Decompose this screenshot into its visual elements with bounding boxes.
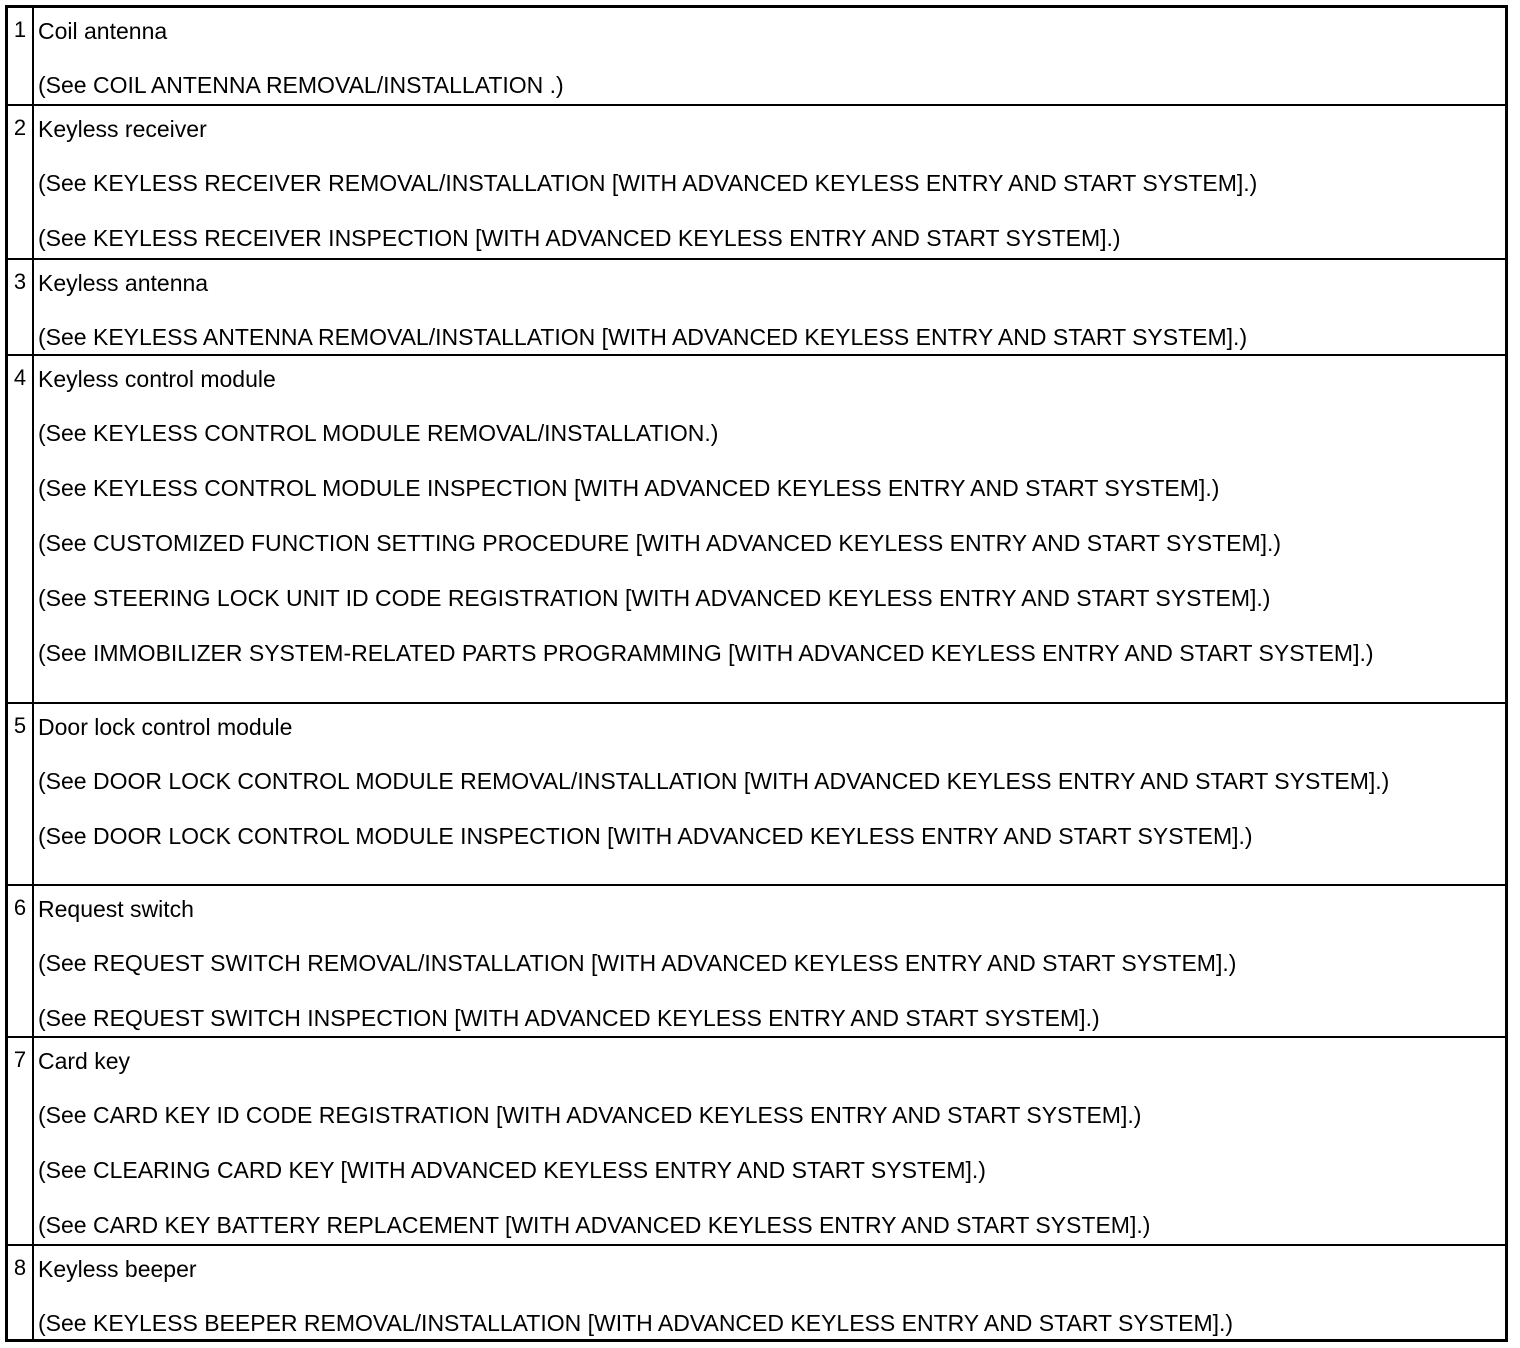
item-name: Keyless control module: [38, 366, 276, 392]
reference-link[interactable]: (See CUSTOMIZED FUNCTION SETTING PROCEDURE [WITH ADVANCED KEYLESS ENTRY AND START SYSTEM].): [38, 530, 1282, 556]
item-content: [34, 886, 1505, 1036]
reference-link[interactable]: (See DOOR LOCK CONTROL MODULE INSPECTION [WITH ADVANCED KEYLESS ENTRY AND START SYSTEM].): [38, 823, 1253, 849]
item-name: Keyless receiver: [38, 116, 207, 142]
item-number: 1: [8, 8, 34, 104]
item-name: Coil antenna: [38, 18, 168, 44]
reference-link[interactable]: (See CARD KEY BATTERY REPLACEMENT [WITH ADVANCED KEYLESS ENTRY AND START SYSTEM].): [38, 1212, 1151, 1238]
table-row: [8, 356, 1505, 704]
reference-link[interactable]: (See KEYLESS ANTENNA REMOVAL/INSTALLATION [WITH ADVANCED KEYLESS ENTRY AND START SYSTEM].): [38, 324, 1248, 350]
table-row: [8, 8, 1505, 106]
item-number: 2: [8, 106, 34, 258]
item-content: [34, 1038, 1505, 1244]
reference-link[interactable]: (See KEYLESS CONTROL MODULE REMOVAL/INSTALLATION.): [38, 420, 719, 446]
item-content: [34, 106, 1505, 258]
reference-link[interactable]: (See KEYLESS BEEPER REMOVAL/INSTALLATION [WITH ADVANCED KEYLESS ENTRY AND START SYSTEM].): [38, 1310, 1234, 1336]
table-row: [8, 886, 1505, 1038]
item-number: 4: [8, 356, 34, 702]
reference-link[interactable]: (See KEYLESS CONTROL MODULE INSPECTION [WITH ADVANCED KEYLESS ENTRY AND START SYSTEM].): [38, 475, 1220, 501]
item-number: 6: [8, 886, 34, 1036]
table-row: [8, 260, 1505, 356]
item-content: [34, 1246, 1505, 1339]
table-row: [8, 1038, 1505, 1246]
reference-link[interactable]: (See KEYLESS RECEIVER REMOVAL/INSTALLATION [WITH ADVANCED KEYLESS ENTRY AND START SYSTEM].): [38, 170, 1258, 196]
item-content: [34, 260, 1505, 354]
reference-link[interactable]: (See COIL ANTENNA REMOVAL/INSTALLATION .): [38, 72, 564, 98]
item-number: 7: [8, 1038, 34, 1244]
item-name: Door lock control module: [38, 714, 293, 740]
reference-link[interactable]: (See DOOR LOCK CONTROL MODULE REMOVAL/INSTALLATION [WITH ADVANCED KEYLESS ENTRY AND START SYSTEM].): [38, 768, 1390, 794]
item-number: 5: [8, 704, 34, 884]
reference-link[interactable]: (See CLEARING CARD KEY [WITH ADVANCED KEYLESS ENTRY AND START SYSTEM].): [38, 1157, 986, 1183]
item-name: Keyless antenna: [38, 270, 209, 296]
item-content: [34, 704, 1505, 884]
item-content: [34, 356, 1505, 702]
item-name: Card key: [38, 1048, 131, 1074]
reference-link[interactable]: (See KEYLESS RECEIVER INSPECTION [WITH ADVANCED KEYLESS ENTRY AND START SYSTEM].): [38, 225, 1121, 251]
table-row: [8, 106, 1505, 260]
reference-link[interactable]: (See CARD KEY ID CODE REGISTRATION [WITH ADVANCED KEYLESS ENTRY AND START SYSTEM].): [38, 1102, 1142, 1128]
reference-link[interactable]: (See REQUEST SWITCH INSPECTION [WITH ADVANCED KEYLESS ENTRY AND START SYSTEM].): [38, 1005, 1100, 1031]
reference-link[interactable]: (See IMMOBILIZER SYSTEM-RELATED PARTS PROGRAMMING [WITH ADVANCED KEYLESS ENTRY AND START SYSTEM].): [38, 640, 1374, 666]
reference-link[interactable]: (See STEERING LOCK UNIT ID CODE REGISTRATION [WITH ADVANCED KEYLESS ENTRY AND START SYSTEM].): [38, 585, 1271, 611]
item-name: Keyless beeper: [38, 1256, 197, 1282]
parts-table: [5, 5, 1508, 1342]
table-row: [8, 1246, 1505, 1339]
table-row: [8, 704, 1505, 886]
item-number: 3: [8, 260, 34, 354]
reference-link[interactable]: (See REQUEST SWITCH REMOVAL/INSTALLATION [WITH ADVANCED KEYLESS ENTRY AND START SYSTEM].): [38, 950, 1237, 976]
item-content: [34, 8, 1505, 104]
item-number: 8: [8, 1246, 34, 1339]
item-name: Request switch: [38, 896, 194, 922]
